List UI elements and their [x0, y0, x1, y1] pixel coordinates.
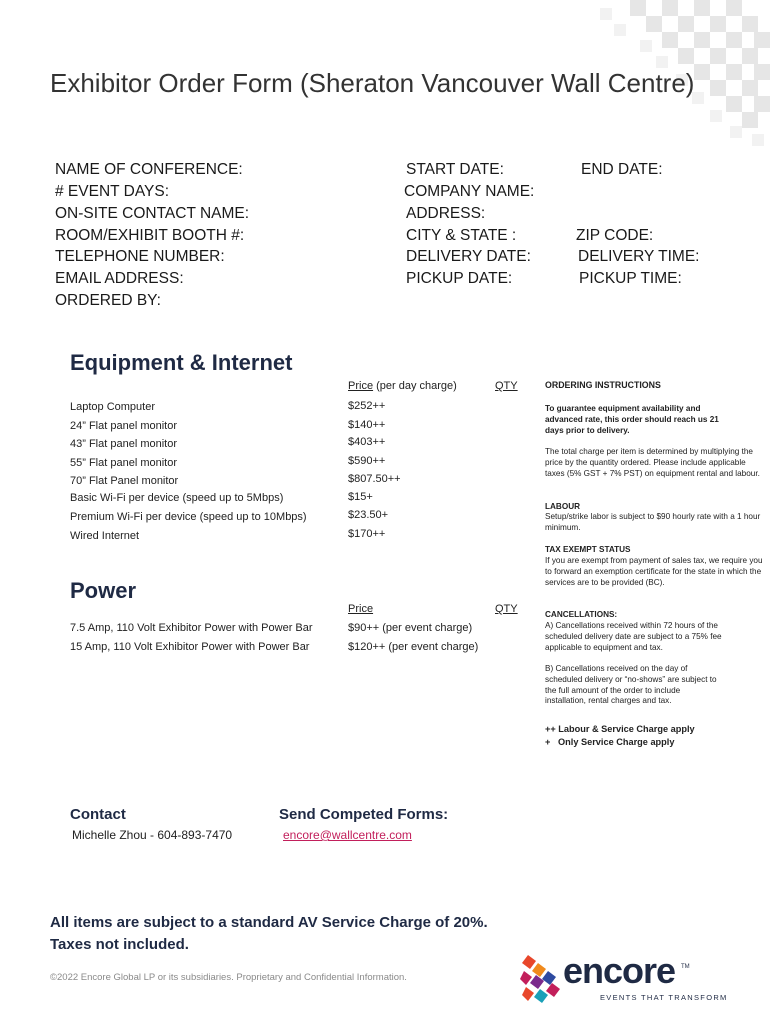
power-price: $120++ (per event charge): [348, 641, 479, 653]
field-email[interactable]: EMAIL ADDRESS:: [55, 270, 184, 287]
field-booth[interactable]: ROOM/EXHIBIT BOOTH #:: [55, 227, 245, 244]
field-company-name[interactable]: COMPANY NAME:: [404, 183, 535, 200]
field-start-date[interactable]: START DATE:: [406, 161, 504, 178]
equipment-item: Laptop Computer: [70, 401, 155, 413]
cancellations-heading: CANCELLATIONS:: [545, 610, 618, 619]
note-service-only: + Only Service Charge apply: [545, 737, 675, 747]
encore-tagline: EVENTS THAT TRANSFORM: [600, 993, 728, 1002]
copyright: ©2022 Encore Global LP or its subsidiaries. Proprietary and Confidential Information.: [50, 972, 407, 983]
equipment-price: $807.50++: [348, 473, 401, 485]
encore-trademark: TM: [681, 964, 690, 970]
page-title: Exhibitor Order Form (Sheraton Vancouver Wall Centre): [50, 68, 695, 98]
equipment-item: Wired Internet: [70, 530, 140, 542]
equipment-price: $403++: [348, 436, 386, 448]
service-charge-note: All items are subject to a standard AV Service Charge of 20%.: [50, 914, 488, 931]
equipment-price: $170++: [348, 528, 386, 540]
equipment-item: Basic Wi-Fi per device (speed up to 5Mbps): [70, 492, 284, 504]
equipment-item: Premium Wi-Fi per device (speed up to 10Mbps): [70, 511, 307, 523]
tax-heading: TAX EXEMPT STATUS: [545, 545, 631, 554]
equipment-item: 24” Flat panel monitor: [70, 420, 177, 432]
contact-email-link[interactable]: encore@wallcentre.com: [283, 828, 412, 842]
field-conference-name[interactable]: NAME OF CONFERENCE:: [55, 161, 243, 178]
field-pickup-time[interactable]: PICKUP TIME:: [579, 270, 682, 287]
labour-heading: LABOUR: [545, 502, 581, 511]
field-end-date[interactable]: END DATE:: [581, 161, 663, 178]
tax-text: If you are exempt from payment of sales tax, we require you to forward an exemption certificate for the state in which the services are to be provided (BC).: [545, 556, 763, 587]
field-telephone[interactable]: TELEPHONE NUMBER:: [55, 248, 225, 265]
instructions-total: The total charge per item is determined by multiplying the price by the quantity ordered. Please include applicable taxes (5% GST + 7% PST) on equipment rental and labour.: [545, 447, 760, 478]
note-labour-service: ++ Labour & Service Charge apply: [545, 724, 695, 734]
power-qty-header: QTY: [495, 603, 518, 615]
equipment-price: $252++: [348, 400, 386, 412]
instructions-heading: ORDERING INSTRUCTIONS: [545, 380, 661, 390]
field-pickup-date[interactable]: PICKUP DATE:: [406, 270, 513, 287]
field-delivery-time[interactable]: DELIVERY TIME:: [578, 248, 700, 265]
send-forms-heading: Send Competed Forms:: [279, 806, 449, 823]
equipment-price: $590++: [348, 455, 386, 467]
price-header-note: (per day charge): [373, 380, 457, 392]
equipment-item: 70” Flat Panel monitor: [70, 475, 179, 487]
equipment-item: 43” Flat panel monitor: [70, 438, 177, 450]
equipment-qty-header: QTY: [495, 380, 518, 392]
field-onsite-contact[interactable]: ON-SITE CONTACT NAME:: [55, 205, 250, 222]
field-city-state[interactable]: CITY & STATE :: [406, 227, 517, 244]
power-heading: Power: [70, 578, 137, 603]
encore-logo-mark-icon: [520, 953, 562, 1003]
labour-text: Setup/strike labor is subject to $90 hourly rate with a 1 hour minimum.: [545, 512, 761, 532]
contact-name-phone: Michelle Zhou - 604-893-7470: [72, 828, 233, 842]
equipment-price: $23.50+: [348, 509, 389, 521]
cancellations-b: B) Cancellations received on the day of scheduled delivery or “no-shows” are subject to the full amount of the order to include installation, rental charges and tax.: [545, 664, 717, 706]
field-delivery-date[interactable]: DELIVERY DATE:: [406, 248, 531, 265]
taxes-note: Taxes not included.: [50, 936, 189, 953]
field-ordered-by[interactable]: ORDERED BY:: [55, 292, 161, 309]
equipment-heading: Equipment & Internet: [70, 350, 293, 375]
equipment-price: $140++: [348, 419, 386, 431]
cancellations-a: A) Cancellations received within 72 hours of the scheduled delivery date are subject to a 75% fee applicable to equipment and tax.: [545, 621, 722, 652]
contact-heading: Contact: [70, 806, 126, 823]
instructions-guarantee: To guarantee equipment availability and advanced rate, this order should reach us 21 days prior to delivery.: [545, 404, 719, 435]
power-item: 7.5 Amp, 110 Volt Exhibitor Power with Power Bar: [70, 622, 313, 634]
price-header-label: Price: [348, 380, 374, 392]
equipment-item: 55” Flat panel monitor: [70, 457, 177, 469]
power-price-header: Price: [348, 603, 374, 615]
field-zip-code[interactable]: ZIP CODE:: [576, 227, 654, 244]
equipment-price-header: [348, 380, 457, 392]
power-price: $90++ (per event charge): [348, 622, 473, 634]
equipment-price: $15+: [348, 491, 373, 503]
field-event-days[interactable]: # EVENT DAYS:: [55, 183, 169, 200]
power-item: 15 Amp, 110 Volt Exhibitor Power with Power Bar: [70, 641, 310, 653]
encore-wordmark: encore: [563, 950, 676, 991]
field-address[interactable]: ADDRESS:: [406, 205, 486, 222]
